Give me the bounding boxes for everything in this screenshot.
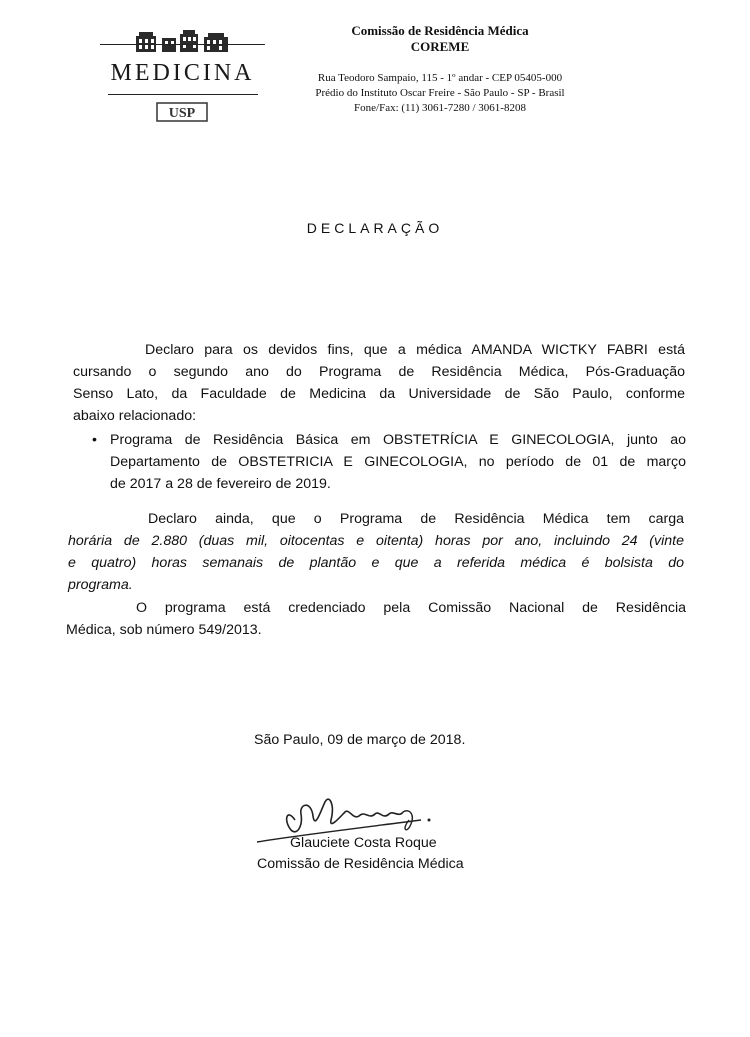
- paragraph-workload: [68, 508, 684, 596]
- bullet-line: Programa de Residência Básica em OBSTETRÍCIA E GINECOLOGIA, junto ao: [110, 432, 686, 448]
- paragraph-line: Declaro ainda, que o Programa de Residência Médica tem carga: [148, 511, 684, 527]
- logo-divider: [100, 44, 265, 45]
- paragraph-line: O programa está credenciado pela Comissão Nacional de Residência: [136, 600, 686, 616]
- paragraph-accreditation: [66, 597, 686, 641]
- header-title: Comissão de Residência Médica: [351, 23, 529, 38]
- usp-logo-icon: [156, 102, 208, 122]
- paragraph-line: e quatro) horas semanais de plantão e que a referida médica é bolsista do: [68, 555, 684, 571]
- paragraph-declaration: [73, 339, 685, 427]
- program-bullet: [92, 429, 686, 495]
- paragraph-line: Senso Lato, da Faculdade de Medicina da Universidade de São Paulo, conforme: [73, 386, 685, 402]
- signer-role: Comissão de Residência Médica: [257, 856, 464, 872]
- paragraph-line: cursando o segundo ano do Programa de Residência Médica, Pós-Graduação: [73, 364, 685, 380]
- bullet-line: Departamento de OBSTETRICIA E GINECOLOGIA, no período de 01 de março: [110, 454, 686, 470]
- paragraph-line: abaixo relacionado:: [73, 408, 197, 424]
- header-subtitle: COREME: [410, 39, 470, 54]
- usp-label: USP: [168, 106, 196, 121]
- paragraph-line: Declaro para os devidos fins, que a médica AMANDA WICTKY FABRI está: [145, 342, 685, 358]
- bullet-line: de 2017 a 28 de fevereiro de 2019.: [110, 476, 331, 492]
- logo-divider: [108, 94, 258, 95]
- bullet-icon: •: [92, 432, 97, 448]
- date-line: São Paulo, 09 de março de 2018.: [254, 732, 466, 748]
- paragraph-line: Médica, sob número 549/2013.: [66, 622, 262, 638]
- building-icon: [130, 28, 235, 54]
- header-phone-line: Fone/Fax: (11) 3061-7280 / 3061-8208: [354, 102, 526, 114]
- signer-name: Glauciete Costa Roque: [290, 835, 437, 851]
- paragraph-line: horária de 2.880 (duas mil, oitocentas e oitenta) horas por ano, incluindo 24 (vinte: [68, 533, 684, 549]
- logo-wordmark: MEDICINA: [110, 60, 255, 86]
- header-address-line: Prédio do Instituto Oscar Freire - São Paulo - SP - Brasil: [315, 87, 565, 99]
- paragraph-line: programa.: [68, 577, 133, 593]
- medicina-usp-logo: [100, 28, 265, 124]
- header-address-line: Rua Teodoro Sampaio, 115 - 1º andar - CEP 05405-000: [317, 72, 563, 84]
- document-title: DECLARAÇÃO: [306, 220, 444, 236]
